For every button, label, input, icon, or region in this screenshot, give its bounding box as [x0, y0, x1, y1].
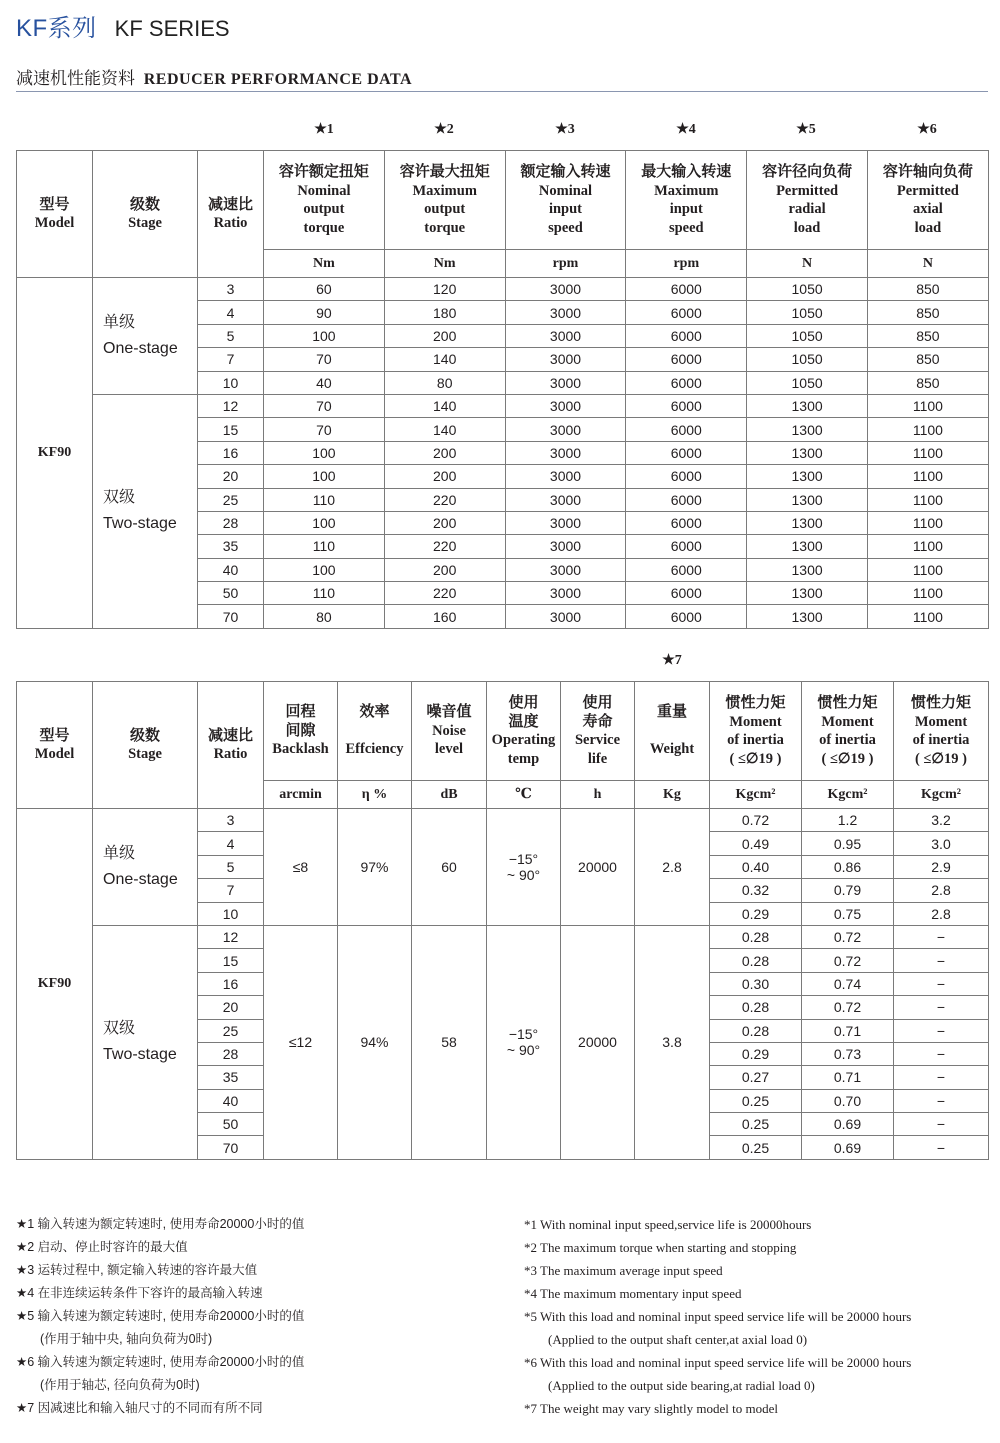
footnote-cn: ★5 输入转速为额定转速时, 使用寿命20000小时的值 [16, 1309, 305, 1323]
value-cell: 140 [384, 394, 505, 417]
value-cell: 6000 [626, 418, 747, 441]
inertia-cell: 0.29 [710, 1042, 802, 1065]
value-cell: 1300 [747, 582, 868, 605]
unit-cell: rpm [626, 250, 747, 278]
value-cell: 3000 [505, 278, 626, 301]
inertia-cell: 1.2 [802, 809, 894, 832]
footnote-cn: ★6 输入转速为额定转速时, 使用寿命20000小时的值 [16, 1355, 305, 1369]
ratio-cell: 10 [198, 902, 264, 925]
inertia-cell: 0.30 [710, 972, 802, 995]
table-row [17, 925, 989, 948]
value-cell: 80 [264, 605, 385, 628]
ratio-cell: 70 [198, 605, 264, 628]
value-cell: 6000 [626, 348, 747, 371]
col-header: 容许轴向负荷 Permitted axial load [867, 151, 988, 250]
stage-cell [93, 394, 198, 628]
value-cell: 220 [384, 535, 505, 558]
inertia-header: 惯性力矩 Moment of inertia ( ≤∅19 ) [802, 682, 894, 781]
value-cell: 200 [384, 511, 505, 534]
inertia-cell: − [894, 972, 989, 995]
value-cell: 1300 [747, 465, 868, 488]
value-cell: 6000 [626, 324, 747, 347]
value-cell: 100 [264, 441, 385, 464]
inertia-header: 惯性力矩 Moment of inertia ( ≤∅19 ) [894, 682, 989, 781]
star-marker: ★5 [796, 122, 816, 137]
value-cell: 6000 [626, 441, 747, 464]
value-cell: 3000 [505, 488, 626, 511]
inertia-cell: 0.28 [710, 925, 802, 948]
ratio-cell: 5 [198, 324, 264, 347]
value-cell: 3000 [505, 371, 626, 394]
unit-cell: h [561, 781, 635, 809]
backlash-header: 回程 间隙 Backlash [264, 682, 338, 781]
inertia-cell: − [894, 949, 989, 972]
temp-min: −15° [508, 1026, 539, 1043]
stage-label-cn: 单级 [103, 313, 136, 331]
ratio-cell: 35 [198, 1066, 264, 1089]
value-cell: 1050 [747, 278, 868, 301]
unit-cell: N [867, 250, 988, 278]
value-cell: 1050 [747, 371, 868, 394]
ratio-cell: 10 [198, 371, 264, 394]
ratio-cell: 15 [198, 418, 264, 441]
value-cell: 1300 [747, 441, 868, 464]
value-cell: 100 [264, 465, 385, 488]
ratio-cell: 20 [198, 465, 264, 488]
inertia-cell: 0.25 [710, 1089, 802, 1112]
value-cell: 6000 [626, 605, 747, 628]
value-cell: 110 [264, 535, 385, 558]
performance-table [16, 150, 989, 629]
value-cell: 1100 [867, 394, 988, 417]
value-cell: 200 [384, 441, 505, 464]
value-cell: 3000 [505, 558, 626, 581]
value-cell: 1100 [867, 582, 988, 605]
temp-header: 使用 温度 Operating temp [487, 682, 561, 781]
life-cell: 20000 [561, 809, 635, 926]
value-cell: 120 [384, 278, 505, 301]
value-cell: 1100 [867, 535, 988, 558]
table-row [17, 809, 989, 832]
col-header: 容许额定扭矩 Nominal output torque [264, 151, 385, 250]
stage-header: 级数 Stage [93, 682, 198, 809]
value-cell: 70 [264, 394, 385, 417]
value-cell: 1300 [747, 558, 868, 581]
inertia-cell: 0.72 [710, 809, 802, 832]
star-marker: ★3 [555, 122, 575, 137]
col-header: 容许径向负荷 Permitted radial load [747, 151, 868, 250]
footnote-en: *3 The maximum average input speed [524, 1263, 723, 1278]
value-cell: 1300 [747, 605, 868, 628]
inertia-cell: 3.2 [894, 809, 989, 832]
value-cell: 1300 [747, 488, 868, 511]
inertia-cell: 0.70 [802, 1089, 894, 1112]
value-cell: 1050 [747, 301, 868, 324]
inertia-cell: 0.28 [710, 996, 802, 1019]
ratio-cell: 12 [198, 925, 264, 948]
inertia-cell: 0.69 [802, 1136, 894, 1159]
inertia-cell: 3.0 [894, 832, 989, 855]
series-title [16, 8, 230, 42]
weight-header: 重量 Weight [635, 682, 710, 781]
footnote-en: *1 With nominal input speed,service life is 20000hours [524, 1217, 812, 1232]
inertia-cell: 0.49 [710, 832, 802, 855]
value-cell: 850 [867, 301, 988, 324]
footnote-en: *6 With this load and nominal input speed service life will be 20000 hours [524, 1355, 912, 1370]
noise-cell: 60 [412, 809, 487, 926]
unit-cell: Kgcm² [710, 781, 802, 809]
value-cell: 40 [264, 371, 385, 394]
inertia-cell: 2.9 [894, 855, 989, 878]
inertia-cell: 0.27 [710, 1066, 802, 1089]
efficiency-cell: 94% [338, 925, 412, 1159]
unit-cell: η % [338, 781, 412, 809]
stage-label-en: One-stage [103, 339, 178, 357]
stage-header: 级数 Stage [93, 151, 198, 278]
inertia-cell: 2.8 [894, 879, 989, 902]
star-marker: ★7 [662, 653, 682, 668]
inertia-cell: 2.8 [894, 902, 989, 925]
unit-cell: Nm [264, 250, 385, 278]
value-cell: 3000 [505, 441, 626, 464]
value-cell: 6000 [626, 558, 747, 581]
stage-label-en: Two-stage [103, 515, 177, 533]
efficiency-header: 效率 Effciency [338, 682, 412, 781]
stage-cell [93, 925, 198, 1159]
characteristics-table [16, 681, 989, 1160]
noise-cell: 58 [412, 925, 487, 1159]
ratio-header: 减速比 Ratio [198, 151, 264, 278]
temp-max: ~ 90° [506, 1042, 541, 1059]
ratio-header: 减速比 Ratio [198, 682, 264, 809]
temp-min: −15° [508, 850, 539, 867]
value-cell: 180 [384, 301, 505, 324]
value-cell: 140 [384, 418, 505, 441]
value-cell: 100 [264, 511, 385, 534]
ratio-cell: 50 [198, 582, 264, 605]
temp-cell [487, 809, 561, 926]
ratio-cell: 25 [198, 488, 264, 511]
ratio-cell: 4 [198, 832, 264, 855]
star-marker: ★1 [314, 122, 334, 137]
table1-star-markers [0, 121, 1000, 141]
footnote-en: *4 The maximum momentary input speed [524, 1286, 742, 1301]
footnote-cn: ★4 在非连续运转条件下容许的最高输入转速 [16, 1286, 263, 1300]
stage-cell [93, 278, 198, 395]
footnotes-en [524, 1213, 994, 1420]
footnote-en: (Applied to the output side bearing,at radial load 0) [548, 1378, 815, 1393]
section-title [16, 64, 412, 89]
inertia-cell: − [894, 1019, 989, 1042]
value-cell: 200 [384, 465, 505, 488]
ratio-cell: 16 [198, 972, 264, 995]
value-cell: 6000 [626, 301, 747, 324]
ratio-cell: 70 [198, 1136, 264, 1159]
value-cell: 6000 [626, 535, 747, 558]
inertia-cell: 0.79 [802, 879, 894, 902]
value-cell: 3000 [505, 465, 626, 488]
inertia-cell: 0.28 [710, 949, 802, 972]
model-cell: KF90 [17, 278, 93, 629]
value-cell: 6000 [626, 465, 747, 488]
inertia-cell: 0.75 [802, 902, 894, 925]
value-cell: 70 [264, 348, 385, 371]
ratio-cell: 25 [198, 1019, 264, 1042]
inertia-cell: − [894, 1066, 989, 1089]
inertia-header: 惯性力矩 Moment of inertia ( ≤∅19 ) [710, 682, 802, 781]
value-cell: 3000 [505, 511, 626, 534]
value-cell: 110 [264, 582, 385, 605]
value-cell: 70 [264, 418, 385, 441]
inertia-cell: 0.95 [802, 832, 894, 855]
value-cell: 6000 [626, 371, 747, 394]
value-cell: 850 [867, 348, 988, 371]
value-cell: 220 [384, 582, 505, 605]
value-cell: 1300 [747, 418, 868, 441]
inertia-cell: − [894, 1113, 989, 1136]
value-cell: 3000 [505, 301, 626, 324]
inertia-cell: 0.69 [802, 1113, 894, 1136]
value-cell: 1100 [867, 418, 988, 441]
value-cell: 3000 [505, 348, 626, 371]
inertia-cell: 0.72 [802, 949, 894, 972]
value-cell: 220 [384, 488, 505, 511]
value-cell: 1300 [747, 535, 868, 558]
ratio-cell: 3 [198, 278, 264, 301]
inertia-cell: 0.32 [710, 879, 802, 902]
value-cell: 160 [384, 605, 505, 628]
stage-cell [93, 809, 198, 926]
ratio-cell: 35 [198, 535, 264, 558]
model-header: 型号 Model [17, 682, 93, 809]
value-cell: 3000 [505, 324, 626, 347]
table-row [17, 394, 989, 417]
model-cell: KF90 [17, 809, 93, 1160]
value-cell: 3000 [505, 605, 626, 628]
value-cell: 6000 [626, 394, 747, 417]
value-cell: 80 [384, 371, 505, 394]
ratio-cell: 15 [198, 949, 264, 972]
stage-label-cn: 双级 [103, 489, 136, 507]
unit-cell: Kg [635, 781, 710, 809]
life-header: 使用 寿命 Service life [561, 682, 635, 781]
value-cell: 200 [384, 324, 505, 347]
value-cell: 6000 [626, 511, 747, 534]
inertia-cell: 0.73 [802, 1042, 894, 1065]
inertia-cell: 0.29 [710, 902, 802, 925]
ratio-cell: 7 [198, 348, 264, 371]
value-cell: 3000 [505, 535, 626, 558]
star-marker: ★4 [676, 122, 696, 137]
col-header: 额定输入转速 Nominal input speed [505, 151, 626, 250]
stage-label-cn: 双级 [103, 1020, 136, 1038]
value-cell: 90 [264, 301, 385, 324]
life-cell: 20000 [561, 925, 635, 1159]
value-cell: 1100 [867, 441, 988, 464]
footnote-cn: (作用于轴中央, 轴向负荷为0时) [40, 1332, 213, 1346]
header-divider [16, 91, 988, 92]
footnotes-cn [16, 1213, 496, 1420]
col-header: 容许最大扭矩 Maximum output torque [384, 151, 505, 250]
value-cell: 1100 [867, 558, 988, 581]
series-title-en: KF SERIES [114, 16, 230, 41]
value-cell: 1050 [747, 324, 868, 347]
unit-cell: Nm [384, 250, 505, 278]
inertia-cell: − [894, 1136, 989, 1159]
unit-cell: arcmin [264, 781, 338, 809]
footnote-cn: (作用于轴芯, 径向负荷为0时) [40, 1378, 200, 1392]
value-cell: 200 [384, 558, 505, 581]
section-title-cn: 减速机性能资料 [16, 69, 135, 88]
value-cell: 110 [264, 488, 385, 511]
ratio-cell: 7 [198, 879, 264, 902]
table-row [17, 278, 989, 301]
efficiency-cell: 97% [338, 809, 412, 926]
value-cell: 6000 [626, 488, 747, 511]
stage-label-cn: 单级 [103, 844, 136, 862]
stage-label-en: Two-stage [103, 1046, 177, 1064]
unit-cell: Kgcm² [894, 781, 989, 809]
noise-header: 噪音值 Noise level [412, 682, 487, 781]
ratio-cell: 50 [198, 1113, 264, 1136]
ratio-cell: 40 [198, 1089, 264, 1112]
value-cell: 1300 [747, 511, 868, 534]
star-marker: ★2 [434, 122, 454, 137]
ratio-cell: 12 [198, 394, 264, 417]
unit-cell: N [747, 250, 868, 278]
ratio-cell: 5 [198, 855, 264, 878]
value-cell: 100 [264, 558, 385, 581]
value-cell: 850 [867, 278, 988, 301]
star-marker: ★6 [917, 122, 937, 137]
value-cell: 1100 [867, 605, 988, 628]
ratio-cell: 16 [198, 441, 264, 464]
value-cell: 6000 [626, 582, 747, 605]
value-cell: 850 [867, 324, 988, 347]
value-cell: 140 [384, 348, 505, 371]
inertia-cell: 0.25 [710, 1113, 802, 1136]
stage-label-en: One-stage [103, 870, 178, 888]
value-cell: 3000 [505, 394, 626, 417]
footnote-cn: ★7 因减速比和输入轴尺寸的不同而有所不同 [16, 1401, 263, 1415]
inertia-cell: 0.72 [802, 996, 894, 1019]
value-cell: 1100 [867, 511, 988, 534]
col-header: 最大输入转速 Maximum input speed [626, 151, 747, 250]
inertia-cell: − [894, 925, 989, 948]
inertia-cell: 0.71 [802, 1066, 894, 1089]
table2-star-markers [0, 652, 1000, 672]
value-cell: 1300 [747, 394, 868, 417]
series-title-cn: KF系列 [16, 15, 97, 42]
ratio-cell: 28 [198, 511, 264, 534]
weight-cell: 3.8 [635, 925, 710, 1159]
inertia-cell: 0.25 [710, 1136, 802, 1159]
ratio-cell: 4 [198, 301, 264, 324]
ratio-cell: 20 [198, 996, 264, 1019]
inertia-cell: 0.72 [802, 925, 894, 948]
inertia-cell: − [894, 996, 989, 1019]
value-cell: 1050 [747, 348, 868, 371]
inertia-cell: − [894, 1042, 989, 1065]
section-title-en: REDUCER PERFORMANCE DATA [143, 71, 413, 88]
inertia-cell: 0.74 [802, 972, 894, 995]
inertia-cell: 0.28 [710, 1019, 802, 1042]
ratio-cell: 28 [198, 1042, 264, 1065]
unit-cell: Kgcm² [802, 781, 894, 809]
inertia-cell: − [894, 1089, 989, 1112]
footnote-cn: ★2 启动、停止时容许的最大值 [16, 1240, 188, 1254]
unit-cell: dB [412, 781, 487, 809]
footnote-en: *2 The maximum torque when starting and stopping [524, 1240, 797, 1255]
backlash-cell: ≤12 [264, 925, 338, 1159]
value-cell: 60 [264, 278, 385, 301]
footnote-en: (Applied to the output shaft center,at axial load 0) [548, 1332, 808, 1347]
value-cell: 850 [867, 371, 988, 394]
unit-cell: rpm [505, 250, 626, 278]
value-cell: 1100 [867, 465, 988, 488]
inertia-cell: 0.71 [802, 1019, 894, 1042]
footnote-cn: ★1 输入转速为额定转速时, 使用寿命20000小时的值 [16, 1217, 305, 1231]
value-cell: 3000 [505, 582, 626, 605]
footnote-en: *7 The weight may vary slightly model to model [524, 1401, 778, 1416]
model-header: 型号 Model [17, 151, 93, 278]
footnote-en: *5 With this load and nominal input speed service life will be 20000 hours [524, 1309, 912, 1324]
ratio-cell: 40 [198, 558, 264, 581]
temp-cell [487, 925, 561, 1159]
inertia-cell: 0.86 [802, 855, 894, 878]
footnote-cn: ★3 运转过程中, 额定输入转速的容许最大值 [16, 1263, 258, 1277]
value-cell: 1100 [867, 488, 988, 511]
value-cell: 100 [264, 324, 385, 347]
value-cell: 6000 [626, 278, 747, 301]
weight-cell: 2.8 [635, 809, 710, 926]
inertia-cell: 0.40 [710, 855, 802, 878]
unit-cell: ℃ [487, 781, 561, 809]
value-cell: 3000 [505, 418, 626, 441]
backlash-cell: ≤8 [264, 809, 338, 926]
temp-max: ~ 90° [506, 866, 541, 883]
ratio-cell: 3 [198, 809, 264, 832]
